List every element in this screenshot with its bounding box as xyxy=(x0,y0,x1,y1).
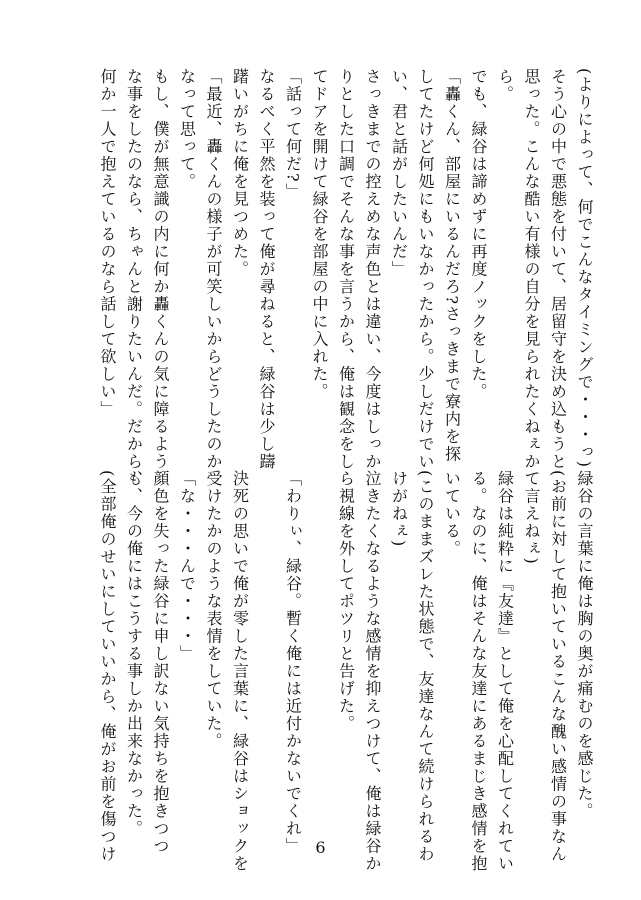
text-line xyxy=(306,470,333,818)
text-line: る。なのに、俺はそんな友達にあるまじき感情を抱 xyxy=(469,470,488,873)
text-line: ら視線を外してポツリと告げた。 xyxy=(336,470,356,733)
text-line: りとした口調でそんな事を言うから、俺は観念をし xyxy=(336,68,356,471)
text-line: 思った。こんな酷い有様の自分を見られたくねぇか xyxy=(522,68,541,471)
text-line: してたけど何処にもいなかったから。少しだけでい xyxy=(416,68,435,471)
text-line: なって思って。 xyxy=(177,68,197,191)
text-line: 何か一人で抱えているのなら話して欲しい」 xyxy=(98,68,117,418)
lower-text-block xyxy=(65,470,597,873)
text-line: (このままズレた状態で、友達なんて続けられるわ xyxy=(416,470,435,863)
text-line: 「話って何だ?」 xyxy=(283,68,303,201)
text-line: 「な・・・んで・・・」 xyxy=(177,470,197,663)
text-line: いている。 xyxy=(442,470,462,558)
text-line: 「最近、轟くんの様子が可笑しいからどうしたのか xyxy=(204,68,223,471)
text-line: も、今の俺にはこうする事しか出来なかった。 xyxy=(124,470,144,838)
text-line: 緑谷は純粋に『友達』として俺を心配してくれてい xyxy=(495,470,515,873)
page-number: 6 xyxy=(315,838,326,857)
text-line: 決死の思いで俺が零した言葉に、緑谷はショックを xyxy=(230,470,250,873)
text-line: な事をしたのなら、ちゃんと謝りたいんだ。だから、 xyxy=(124,68,144,488)
text-line: 躇いがちに俺を見つめた。 xyxy=(230,68,250,278)
text-line: なるべく平然を装って俺が尋ねると、緑谷は少し躊 xyxy=(257,68,276,471)
text-line: けがねぇ) xyxy=(389,470,409,548)
text-line: (全部俺のせいにしていいから、俺がお前を傷つけ xyxy=(98,470,117,863)
text-line: (お前に対して抱いているこんな醜い感情の事なん xyxy=(548,470,568,863)
text-line xyxy=(253,470,280,818)
text-line: さっきまでの控えめな声色とは違い、今度はしっか xyxy=(363,68,382,471)
text-line: 「わりぃ、緑谷。暫く俺には近付かないでくれ」 xyxy=(283,470,303,855)
text-line: てドアを開けて緑谷を部屋の中に入れた。 xyxy=(310,68,329,401)
text-line: そう心の中で悪態を付いて、居留守を決め込もうと xyxy=(548,68,568,471)
upper-text-block xyxy=(65,68,597,488)
text-line: い、君と話がしたいんだ」 xyxy=(389,68,409,278)
text-line: もし、僕が無意識の内に何か轟くんの気に障るよう xyxy=(151,68,170,471)
text-line: 緑谷の言葉に俺は胸の奥が痛むのを感じた。 xyxy=(575,470,594,820)
text-line: 受けたかのような表情をしていた。 xyxy=(204,470,223,750)
text-line: 「轟くん、部屋にいるんだろ?さっきまで寮内を探 xyxy=(442,68,462,464)
text-line: て言えねぇ) xyxy=(522,470,541,566)
text-line: (よりによって、何でこんなタイミングで・・・っ) xyxy=(575,68,594,469)
text-line: でも、緑谷は諦めずに再度ノックをした。 xyxy=(469,68,488,401)
text-line: ら。 xyxy=(495,68,515,103)
text-line: 泣きたくなるような感情を抑えつけて、俺は緑谷か xyxy=(363,470,382,873)
text-line: 顔色を失った緑谷に申し訳ない気持ちを抱きつつ xyxy=(151,470,170,855)
